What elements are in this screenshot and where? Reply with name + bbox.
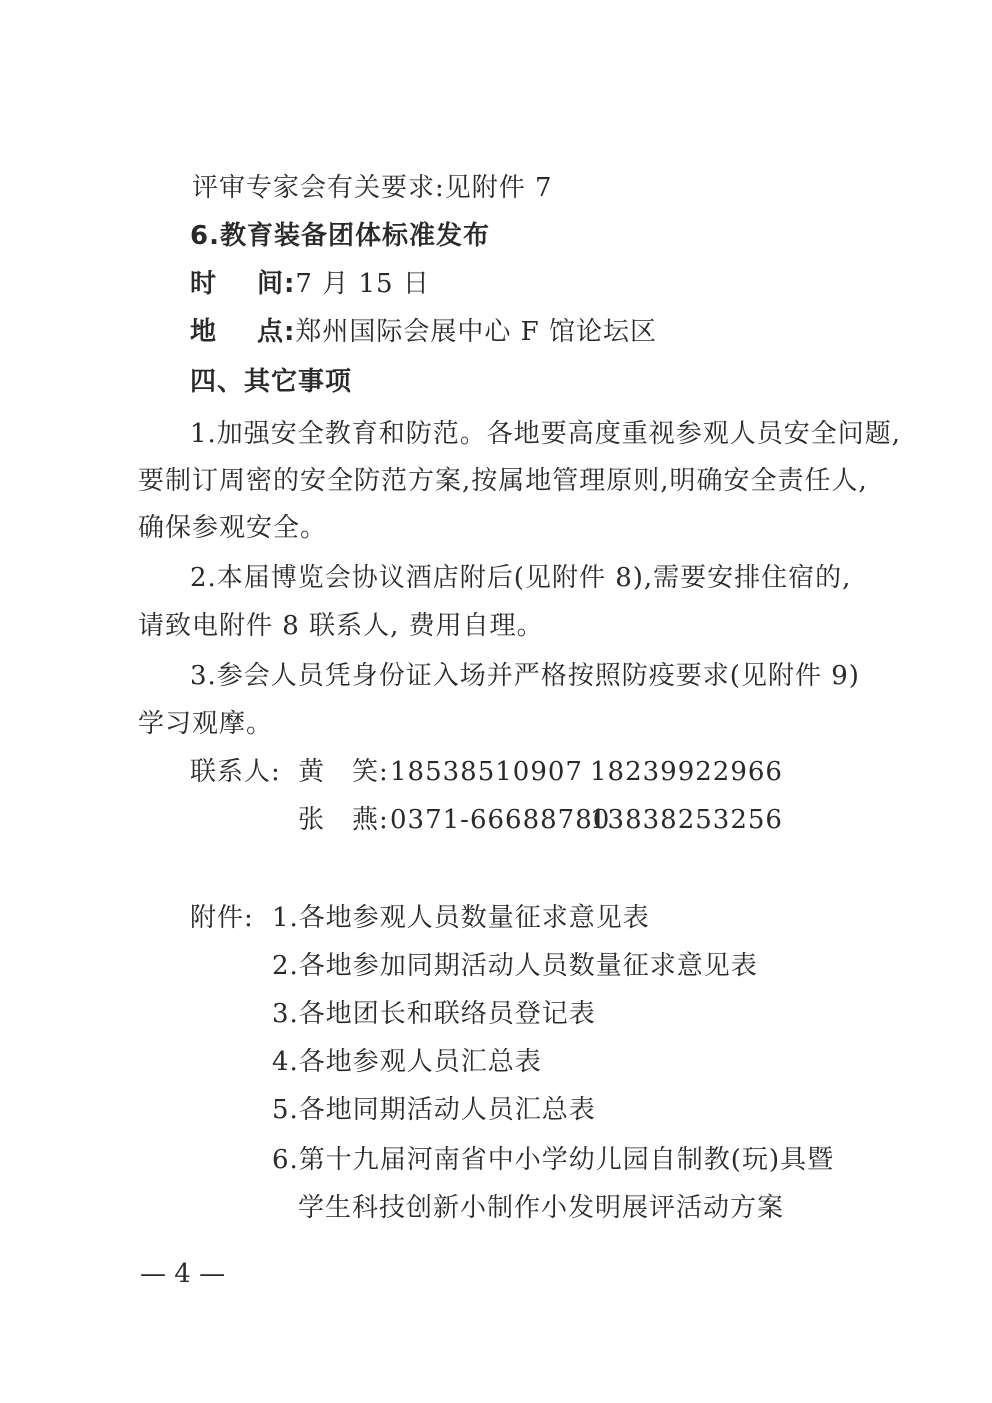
item1-line1: 1.加强安全教育和防范。各地要高度重视参观人员安全问题, [190, 419, 902, 449]
place-value: 郑州国际会展中心 F 馆论坛区 [295, 317, 657, 347]
contact-1-name: 黄 笑: [298, 757, 389, 787]
time-label-b: 间: [257, 269, 296, 299]
time-label-a: 时 [190, 269, 218, 299]
place-label-b: 点: [257, 317, 296, 347]
attachment-3: 3.各地团长和联络员登记表 [272, 999, 596, 1029]
time-value: 7 月 15 日 [295, 269, 430, 299]
attachment-6: 6.第十九届河南省中小学幼儿园自制教(玩)具暨 [272, 1145, 835, 1175]
attachment-4: 4.各地参观人员汇总表 [272, 1047, 542, 1077]
attachment-2: 2.各地参加同期活动人员数量征求意见表 [272, 951, 758, 981]
page-number: — 4 — [140, 1259, 226, 1289]
place-label-a: 地 [190, 317, 218, 347]
attachment-6-line2: 学生科技创新小制作小发明展评活动方案 [298, 1193, 785, 1223]
attachments-label: 附件: [190, 903, 254, 933]
time-row [190, 268, 430, 300]
section4-title: 四、其它事项 [190, 367, 353, 397]
contact-1-phone1: 18538510907 [390, 757, 583, 787]
contact-1-phone2: 18239922966 [590, 757, 783, 787]
attachment-1: 1.各地参观人员数量征求意见表 [272, 903, 650, 933]
section6-title: 6.教育装备团体标准发布 [190, 221, 490, 251]
item2-line1: 2.本届博览会协议酒店附后(见附件 8),需要安排住宿的, [190, 563, 852, 593]
item1-line3: 确保参观安全。 [138, 513, 328, 543]
item3-line1: 3.参会人员凭身份证入场并严格按照防疫要求(见附件 9) [190, 661, 860, 691]
review-requirement-line: 评审专家会有关要求:见附件 7 [192, 173, 553, 203]
contact-2-phone2: 13838253256 [590, 805, 783, 835]
contact-2-phone1: 0371-66688780 [390, 805, 611, 835]
item1-line2: 要制订周密的安全防范方案,按属地管理原则,明确安全责任人, [138, 466, 868, 496]
item3-line2: 学习观摩。 [138, 709, 274, 739]
attachment-5: 5.各地同期活动人员汇总表 [272, 1095, 596, 1125]
place-row [190, 316, 657, 348]
contact-2-name: 张 燕: [298, 805, 389, 835]
contact-label: 联系人: [190, 757, 281, 787]
item2-line2: 请致电附件 8 联系人, 费用自理。 [138, 611, 544, 641]
